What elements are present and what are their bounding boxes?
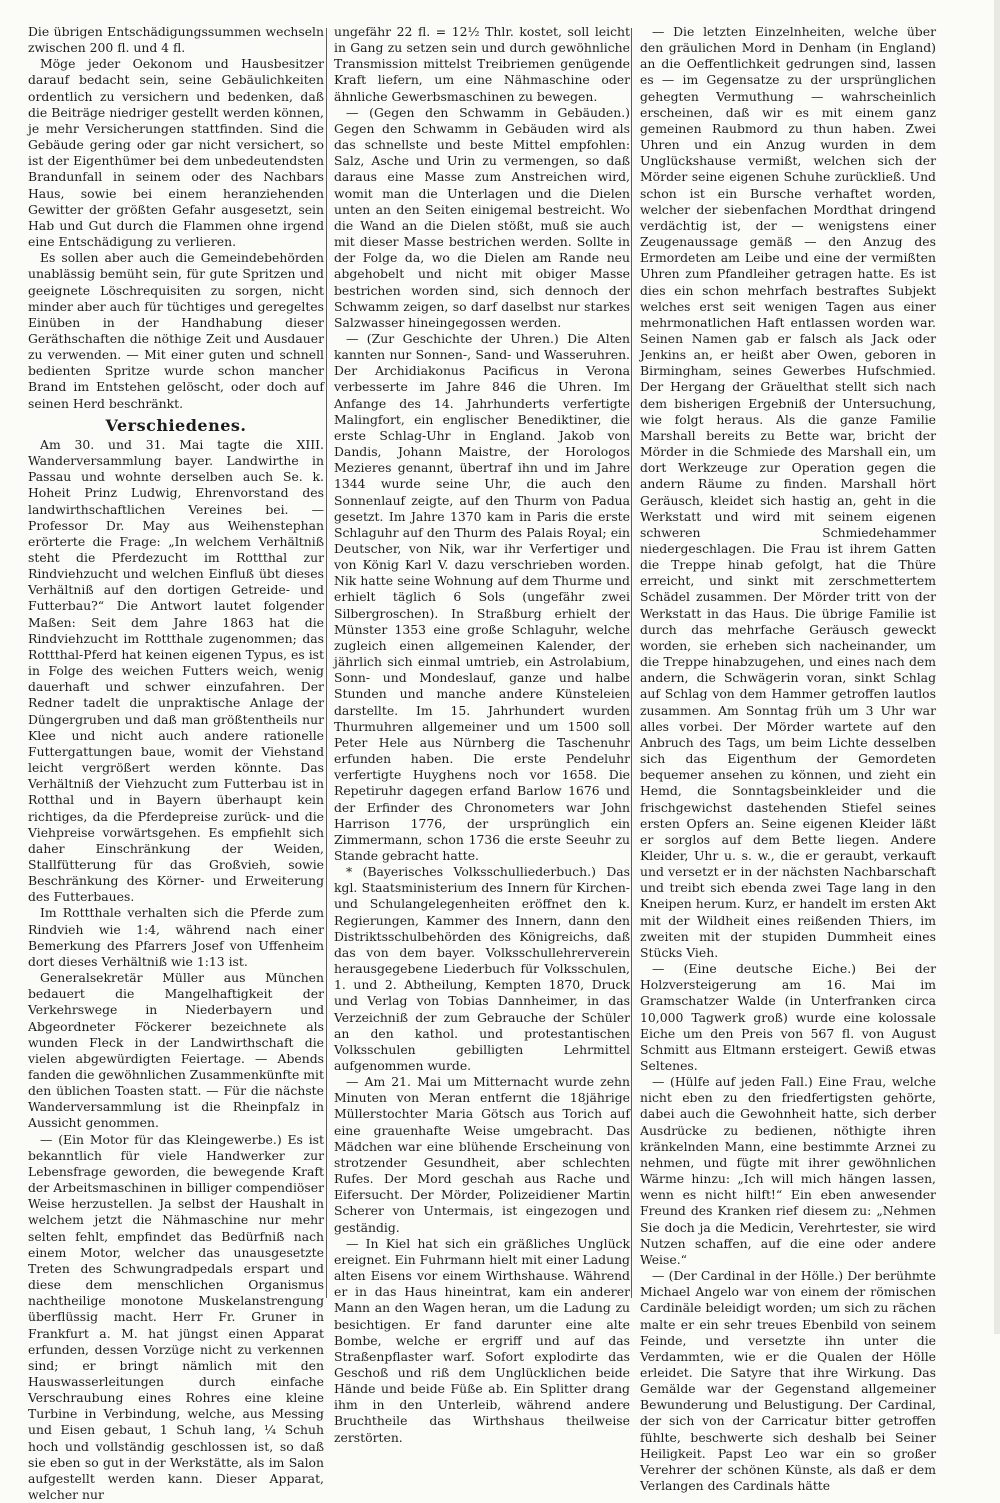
column-1 [28, 24, 324, 1503]
column-divider [326, 28, 327, 1298]
paragraph: Im Rottthale verhalten sich die Pferde zum Rindvieh wie 1:4, während nach einer Bemerkung des Pfarrers Josef von Uffenheim dort dieses Verhältniß wie 1:13 ist. [28, 905, 324, 969]
paragraph: — (Hülfe auf jeden Fall.) Eine Frau, welche nicht eben zu den friedfertigsten gehörte, dabei auch die Gewohnheit hatte, sich derber Ausdrücke zu bedienen, nöthigte ihren kränkelnden Mann, eine bestimmte Arznei zu nehmen, und fügte mit ihrer gewöhnlichen Wärme hinzu: „Ich will mich hängen lassen, wenn es nicht hilft!“ Ein eben anwesender Freund des Kranken rief diesem zu: „Nehmen Sie doch ja die Medicin, Verehrtester, sie wird Nutzen schaffen, auf die eine oder andere Weise.“ [640, 1074, 936, 1267]
section-heading: Verschiedenes. [105, 415, 247, 435]
paragraph: Die übrigen Entschädigungssummen wechseln zwischen 200 fl. und 4 fl. [28, 24, 324, 56]
paragraph: — Am 21. Mai um Mitternacht wurde zehn Minuten von Meran entfernt die 18jährige Müllerstochter Maria Götsch aus Torich auf eine grauenhafte Weise umgebracht. Das Mädchen war eine blühende Erscheinung von strotzender Gesundheit, aber schlechten Rufes. Der Mord geschah aus Rache und Eifersucht. Der Mörder, Polizeidiener Martin Scherer von Untermais, ist eingezogen und geständig. [334, 1074, 630, 1235]
page-edge [994, 0, 1000, 1334]
column-divider [631, 28, 632, 1298]
paragraph: * (Bayerisches Volksschulliederbuch.) Das kgl. Staatsministerium des Innern für Kirchen- und Schulangelegenheiten eröffnet den k. Regierungen, Kammer des Innern, dann den Distriktsschulbehörden des Königreichs, daß das von dem bayer. Volksschullehrerverein herausgegebene Liederbuch für Volksschulen, 1. und 2. Abtheilung, Kempten 1870, Druck und Verlag von Tobias Dannheimer, in das Verzeichniß der zum Gebrauche der Schüler an den kathol. und protestantischen Volksschulen gebilligten Lehrmittel aufgenommen wurde. [334, 864, 630, 1073]
paragraph: Es sollen aber auch die Gemeindebehörden unablässig bemüht sein, für gute Spritzen und geeignete Löschrequisiten zu sorgen, nicht minder aber auch für tüchtiges und geregeltes Einüben in der Handhabung dieser Geräthschaften die nöthige Zeit und Ausdauer zu verwenden. — Mit einer guten und schnell bedienten Spritze wurde schon mancher Brand im Entstehen gelöscht, oder doch auf seinen Herd beschränkt. [28, 250, 324, 411]
paragraph: Am 30. und 31. Mai tagte die XIII. Wanderversammlung bayer. Landwirthe in Passau und wohnte derselben auch Se. k. Hoheit Prinz Ludwig, Ehrenvorstand des landwirthschaftlichen Vereines bei. — Professor Dr. May aus Weihenstephan erörterte die Frage: „In welchem Verhältniß steht die Pferdezucht im Rottthal zur Rindviehzucht und welchen Einfluß übt dieses Verhältniß auf den dortigen Getreide- und Futterbau?“ Die Antwort lautet folgender Maßen: Seit dem Jahre 1863 hat die Rindviehzucht im Rottthale zugenommen; das Rottthal-Pferd hat keinen eigenen Typus, es ist in Folge des weichen Futters weich, wenig dauerhaft und schwer einzufahren. Der Redner tadelt die unpraktische Anlage der Düngergruben und daß man größtentheils nur Klee und nicht auch andere rationelle Futtergattungen baue, womit der Viehstand leicht vergrößert werden könnte. Das Verhältniß der Viehzucht zum Futterbau ist in Rotthal und in Bayern überhaupt kein richtiges, da die Pferdepreise zurück- und die Viehpreise vorwärtsgehen. Es empfiehlt sich daher Einschränkung der Weiden, Stallfütterung für das Großvieh, sowie Beschränkung des Körner- und Erweiterung des Futterbaues. [28, 436, 324, 905]
paragraph: — In Kiel hat sich ein gräßliches Unglück ereignet. Ein Fuhrmann hielt mit einer Ladung alten Eisens vor einem Wirthshause. Während er in das Haus hineintrat, kam ein anderer Mann an den Wagen heran, um die Ladung zu besichtigen. Er fand darunter eine alte Bombe, welche er ergriff und auf das Straßenpflaster warf. Sofort explodirte das Geschoß und riß dem Unglücklichen beide Hände und beide Füße ab. Ein Splitter drang ihm in den Unterleib, während andere Bruchtheile das Wirthshaus theilweise zerstörten. [334, 1235, 630, 1445]
column-2 [334, 24, 630, 1445]
paragraph: Generalsekretär Müller aus München bedauert die Mangelhaftigkeit der Verkehrswege in Niederbayern und Abgeordneter Föckerer bezeichnete als wunden Fleck in der Landwirthschaft die vielen abgewürdigten Feiertage. — Abends fanden die gewöhnlichen Zusammenkünfte mit den üblichen Toasten statt. — Für die nächste Wanderversammlung ist die Rheinpfalz in Aussicht genommen. [28, 970, 324, 1131]
paragraph: Möge jeder Oekonom und Hausbesitzer darauf bedacht sein, seine Gebäulichkeiten ordentlich zu versichern und bedenken, daß die Beiträge niedriger gestellt werden können, je mehr Versicherungen stattfinden. Sind die Gebäude gering oder gar nicht versichert, so ist der Eigenthümer bei dem unbedeutendsten Brandunfall in seinem oder des Nachbars Haus, sowie bei einem heranziehenden Gewitter der größten Gefahr ausgesetzt, sein Hab und Gut durch die Flammen ohne irgend eine Entschädigung zu verlieren. [28, 56, 324, 250]
paragraph: ungefähr 22 fl. = 12½ Thlr. kostet, soll leicht in Gang zu setzen sein und durch gewöhnliche Transmission mittelst Treibriemen genügende Kraft liefern, um eine Nähmaschine oder ähnliche Gewerbsmaschinen zu bewegen. [334, 24, 630, 104]
paragraph: — (Ein Motor für das Kleingewerbe.) Es ist bekanntlich für viele Handwerker zur Lebensfrage geworden, die bewegende Kraft der Arbeitsmaschinen in billiger compendiöser Weise herzustellen. Ja selbst der Haushalt in welchem jetzt die Nähmaschine nur mehr selten fehlt, empfindet das Bedürfniß nach einem Motor, welcher das unausgesetzte Treten des Schwungradpedals erspart und diese dem menschlichen Organismus nachtheilige monotone Muskelanstrengung überflüssig macht. Herr Fr. Gruner in Frankfurt a. M. hat jüngst einen Apparat erfunden, dessen Vorzüge nicht zu verkennen sind; er bringt nämlich mit den Hauswasserleitungen durch einfache Verschraubung eines Rohres eine kleine Turbine in Verbindung, welche, aus Messing und Eisen gebaut, 1 Schuh lang, ¼ Schuh hoch und vollständig geschlossen ist, so daß sie eben so gut in der Werkstätte, als im Salon aufgestellt werden kann. Dieser Apparat, welcher nur [28, 1131, 324, 1503]
paragraph: — Die letzten Einzelnheiten, welche über den gräulichen Mord in Denham (in England) an die Oeffentlichkeit gedrungen sind, lassen es — im Gegensatze zu der ursprünglichen gehegten Vermuthung — wahrscheinlich erscheinen, daß wir es mit einem ganz gemeinen Raubmord zu thun haben. Zwei Uhren und ein Anzug wurden in dem Unglückshause vermißt, welchen sich der Mörder seine eigenen Schuhe zurückließ. Und schon ist ein Bursche verhaftet worden, welcher der siebenfachen Mordthat dringend verdächtig ist, der — wenigstens einer Zeugenaussage gemäß — den Anzug des Ermordeten am Leibe und eine der vermißten Uhren zum Pfandleiher getragen hatte. Es ist dies ein schon mehrfach bestraftes Subjekt welches erst seit wenigen Tagen aus einer mehrmonatlichen Haft entlassen worden war. Seinen Namen gab er falsch als Jack oder Jenkins an, er heißt aber Owen, geboren in Birmingham, seines Gewerbes Hufschmied. Der Hergang der Gräuelthat stellt sich nach dem bisherigen Ergebniß der Untersuchung, wie folgt heraus. Als die ganze Familie Marshall bereits zu Bette war, bricht der Mörder in die Schmiede des Marshall ein, um dort Werkzeuge zur Operation gegen die andern Räume zu finden. Marshall hört Geräusch, kleidet sich hastig an, geht in die Werkstatt und wird mit seinem eigenen schweren Schmiedehammer niedergeschlagen. Die Frau ist ihrem Gatten die Treppe hinab gefolgt, hat die Thüre erreicht, und sinkt mit zerschmettertem Schädel zusammen. Der Mörder tritt von der Werkstatt in das Haus. Die übrige Familie ist durch das mehrfache Geräusch geweckt worden, sie erheben sich nacheinander, um die Treppe hinabzugehen, und eines nach dem andern, die Schwägerin voran, sinkt Schlag auf Schlag von dem Hammer getroffen lautlos zusammen. Am Sonntag früh um 3 Uhr war alles vorbei. Der Mörder wartete auf den Anbruch des Tags, um beim Lichte desselben sich das Eigenthum der Gemordeten bequemer ansehen zu können, und zieht ein Hemd, die Sonntagsbeinkleider und die frischgewichst dastehenden Stiefel seines ersten Opfers an. Seine eigenen Kleider läßt er sorglos auf dem Bette liegen. Andere Kleider, Uhr u. s. w., die er geraubt, verkauft und versetzt er in der nächsten Nachbarschaft und treibt sich ebenda zwei Tage lang in den Kneipen herum. Kurz, er handelt im ersten Akt mit der Wildheit eines reißenden Thiers, im zweiten mit der stupiden Dummheit eines Stücks Vieh. [640, 24, 936, 960]
paragraph: — (Der Cardinal in der Hölle.) Der berühmte Michael Angelo war von einem der römischen Cardinäle beleidigt worden; um sich zu rächen malte er ein sehr treues Ebenbild von seinem Feinde, und versetzte ihn unter die Verdammten, wie er die Qualen der Hölle erleidet. Die Satyre that ihre Wirkung. Das Gemälde war der Gegenstand allgemeiner Bewunderung und Belustigung. Der Cardinal, der sich von der Carricatur bitter getroffen fühlte, beschwerte sich deshalb bei Seiner Heiligkeit. Papst Leo war ein so großer Verehrer der schönen Künste, als daß er dem Verlangen des Cardinals hätte [640, 1268, 936, 1494]
paragraph: — (Eine deutsche Eiche.) Bei der Holzversteigerung am 16. Mai im Gramschatzer Walde (in Unterfranken circa 10,000 Tagwerk groß) wurde eine kolossale Eiche um den Preis von 567 fl. von August Schmitt aus Eltmann ersteigert. Gewiß etwas Seltenes. [640, 961, 936, 1073]
paragraph: — (Gegen den Schwamm in Gebäuden.) Gegen den Schwamm in Gebäuden wird als das schnellste und beste Mittel empfohlen: Salz, Asche und Urin zu vermengen, so daß daraus eine Masse zum Anstreichen wird, womit man die Unterlagen und die Dielen unten an den Seiten einigemal bestreicht. Wo die Wand an die Dielen stößt, muß sie auch mit dieser Masse bestrichen werden. Sollte in der Folge da, wo die Dielen am Rande neu abgehobelt und nicht mit obiger Masse bestrichen worden sind, sich dennoch der Schwamm zeigen, so darf daselbst nur starkes Salzwasser hineingegossen werden. [334, 104, 630, 330]
paragraph: — (Zur Geschichte der Uhren.) Die Alten kannten nur Sonnen-, Sand- und Wasseruhren. Der Archidiakonus Pacificus in Verona verbesserte im Jahre 846 die Uhren. Im Anfange des 14. Jahrhunderts verfertigte Malingfort, ein englischer Benediktiner, die erste Schlag-Uhr in England. Jakob von Dandis, Johann Maistre, der Horologos Mezieres genannt, übertraf ihn und im Jahre 1344 wurde seine Uhr, die auch den Sonnenlauf zeigte, auf den Thurm von Padua gesetzt. Im Jahre 1370 kam in Paris die erste Schlaguhr auf den Thurm des Palais Royal; ein Deutscher, von Nik, war ihr Verfertiger und von König Karl V. dazu verschrieben worden. Nik hatte seine Wohnung auf dem Thurme und erhielt täglich 6 Sols (ungefähr zwei Silbergroschen). In Straßburg erhielt der Münster 1353 eine große Schlaguhr, welche zugleich einen allgemeinen Kalender, der jährlich sich einmal umtrieb, ein Astrolabium, Sonn- und Mondeslauf, ganze und halbe Stunden und manche andere Künsteleien darstellte. Im 15. Jahrhundert wurden Thurmuhren allgemeiner und um 1500 soll Peter Hele aus Nürnberg die Taschenuhr erfunden haben. Die erste Pendeluhr verfertigte Huyghens noch vor 1658. Die Repetiruhr dagegen erfand Barlow 1676 und der Erfinder des Chronometers war John Harrison 1776, der ursprünglich ein Zimmermann, schon 1736 die erste Seeuhr zu Stande gebracht hatte. [334, 330, 630, 863]
column-3 [640, 24, 936, 1494]
